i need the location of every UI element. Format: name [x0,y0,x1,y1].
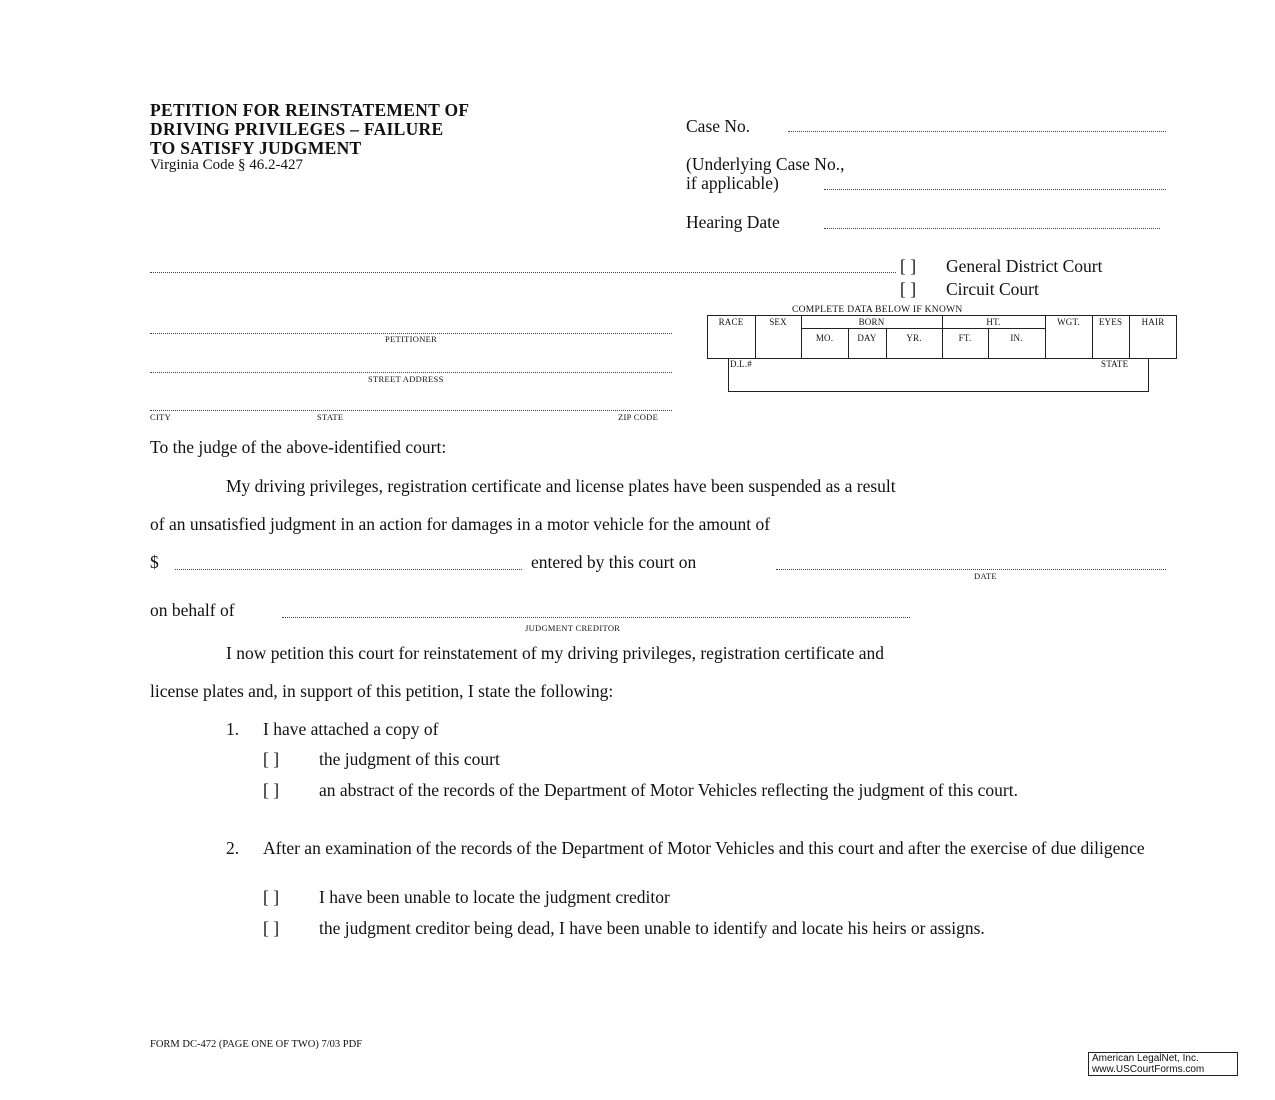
height-header: HT. [986,317,1001,327]
underlying-case-field[interactable] [824,189,1166,190]
form-title-line1: PETITION FOR REINSTATEMENT OF [150,100,470,120]
born-header: BORN [858,317,885,327]
drivers-license-box[interactable] [728,358,1149,392]
code-reference: Virginia Code § 46.2-427 [150,157,303,173]
sex-header: SEX [769,317,787,327]
hair-header: HAIR [1141,317,1165,327]
born-day-header: DAY [857,333,877,343]
paragraph2-line1: I now petition this court for reinstatement of my driving privileges, registration certificate and [226,643,885,663]
item1-option1-checkbox[interactable]: [ ] [263,749,280,769]
judgment-creditor-label: JUDGMENT CREDITOR [525,623,621,633]
item1-option2-label: an abstract of the records of the Department of Motor Vehicles reflecting the judgment of this court. [319,780,1018,800]
data-table-caption: COMPLETE DATA BELOW IF KNOWN [792,305,963,315]
case-no-field[interactable] [788,131,1166,132]
petitioner-label: PETITIONER [385,334,438,344]
paragraph1-line2: of an unsatisfied judgment in an action for damages in a motor vehicle for the amount of [150,514,771,534]
salutation: To the judge of the above-identified court: [150,437,447,457]
form-title-line2: DRIVING PRIVILEGES – FAILURE [150,119,444,139]
street-address-label: STREET ADDRESS [368,374,444,384]
weight-header: WGT. [1057,317,1080,327]
state-label: STATE [317,412,344,422]
item2-option2-checkbox[interactable]: [ ] [263,918,280,938]
item2-option1-label: I have been unable to locate the judgment creditor [319,887,670,907]
item2-number: 2. [226,838,240,858]
general-district-checkbox[interactable]: [ ] [900,256,917,276]
entered-by-text: entered by this court on [531,552,697,572]
city-state-zip-field[interactable] [150,410,672,411]
dl-number-label: D.L.# [730,359,752,369]
court-name-field[interactable] [150,272,896,273]
paragraph1-line1: My driving privileges, registration certificate and license plates have been suspended as a result [226,476,896,496]
entry-date-field[interactable] [776,569,1166,570]
dollar-sign: $ [150,552,159,572]
on-behalf-text: on behalf of [150,600,235,620]
height-inches-header: IN. [1010,333,1023,343]
item1-number: 1. [226,719,240,739]
dl-state-label: STATE [1101,359,1129,369]
brand-line2: www.USCourtForms.com [1092,1064,1205,1075]
zip-code-label: ZIP CODE [618,412,659,422]
underlying-case-label-line1: (Underlying Case No., [686,154,845,174]
born-month-header: MO. [815,333,834,343]
judgment-creditor-field[interactable] [282,617,910,618]
brand-line1: American LegalNet, Inc. [1092,1053,1199,1064]
general-district-label: General District Court [946,256,1103,276]
judgment-amount-field[interactable] [175,569,522,570]
item2-text: After an examination of the records of the Department of Motor Vehicles and this court and after the exercise of due diligence [263,838,1145,858]
hearing-date-label: Hearing Date [686,212,780,232]
item2-option2-label: the judgment creditor being dead, I have been unable to identify and locate his heirs or assigns. [319,918,985,938]
circuit-court-checkbox[interactable]: [ ] [900,279,917,299]
street-address-field[interactable] [150,372,672,373]
date-label: DATE [974,571,997,581]
height-feet-header: FT. [958,333,972,343]
eyes-header: EYES [1098,317,1123,327]
paragraph2-line2: license plates and, in support of this petition, I state the following: [150,681,614,701]
city-label: CITY [150,412,172,422]
item1-option1-label: the judgment of this court [319,749,500,769]
brand-stamp [1088,1052,1238,1076]
item2-option1-checkbox[interactable]: [ ] [263,887,280,907]
form-id-footer: FORM DC-472 (PAGE ONE OF TWO) 7/03 PDF [150,1039,363,1050]
item1-option2-checkbox[interactable]: [ ] [263,780,280,800]
born-year-header: YR. [906,333,922,343]
case-no-label: Case No. [686,116,751,136]
item1-text: I have attached a copy of [263,719,439,739]
race-header: RACE [718,317,744,327]
form-title-line3: TO SATISFY JUDGMENT [150,138,362,158]
hearing-date-field[interactable] [824,228,1160,229]
underlying-case-label-line2: if applicable) [686,173,779,193]
circuit-court-label: Circuit Court [946,279,1039,299]
